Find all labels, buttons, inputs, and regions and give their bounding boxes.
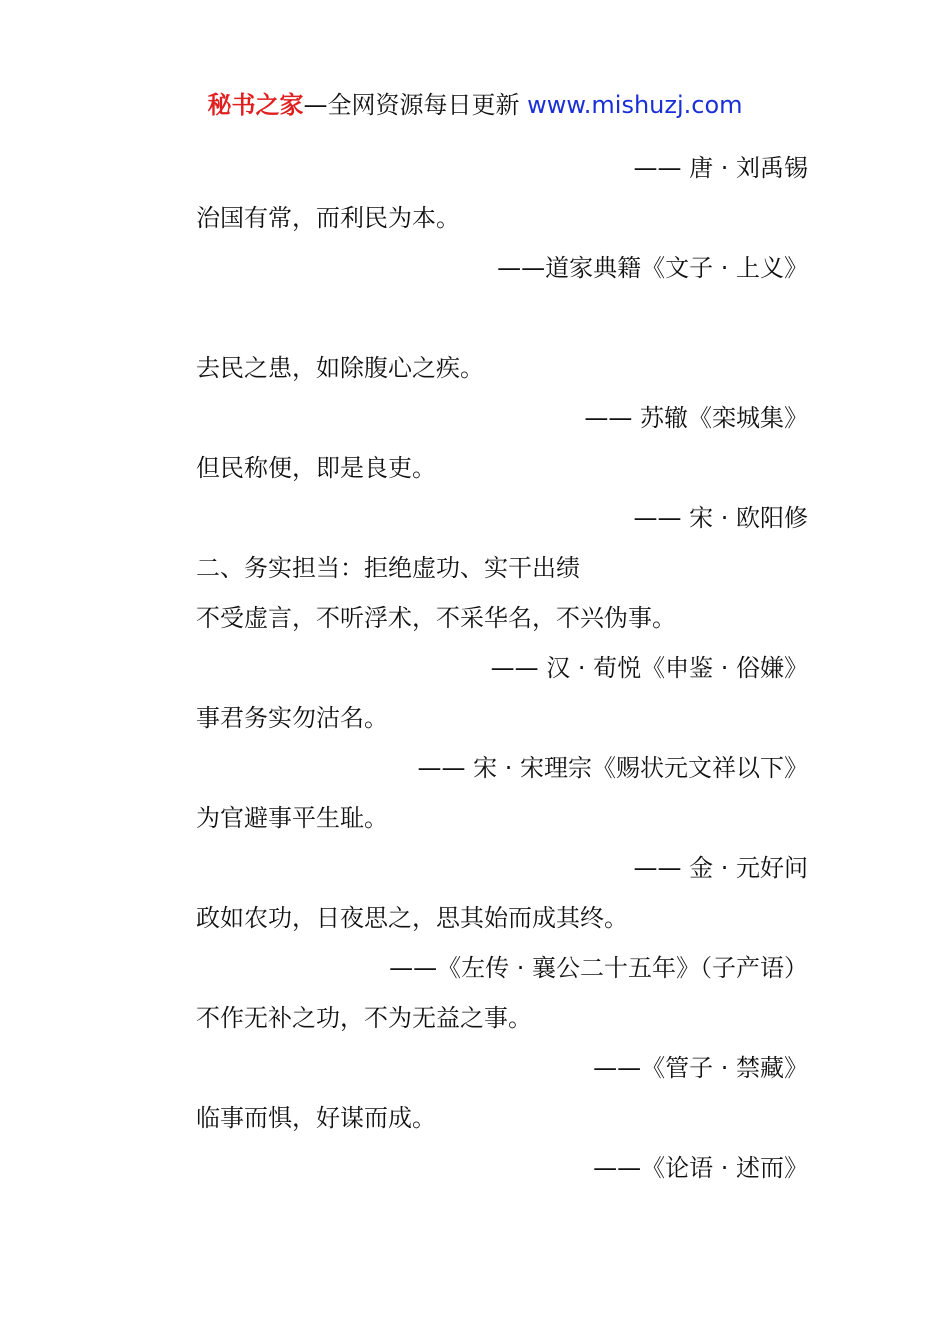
quote-text: 不受虚言，不听浮术，不采华名，不兴伪事。 — [196, 604, 676, 632]
quote-text: 政如农功，日夜思之，思其始而成其终。 — [196, 904, 628, 932]
quote-text: 为官避事平生耻。 — [196, 804, 388, 832]
quote-text: 去民之患，如除腹心之疾。 — [196, 354, 484, 382]
quote-text: 不作无补之功，不为无益之事。 — [196, 1004, 532, 1032]
blank-line — [196, 293, 808, 343]
quote-text: 临事而惧，好谋而成。 — [196, 1104, 436, 1132]
quote-text: 但民称便，即是良吏。 — [196, 454, 436, 482]
quote-attribution: ——《左传 · 襄公二十五年》（子产语） — [389, 954, 808, 982]
quote-attribution: ——《论语 · 述而》 — [593, 1154, 808, 1182]
header-tagline: —全网资源每日更新 — [303, 91, 528, 119]
quote-attribution: ——《管子 · 禁藏》 — [593, 1054, 808, 1082]
quote-attribution: —— 汉 · 荀悦《申鉴 · 俗嫌》 — [490, 654, 808, 682]
quote-text: 事君务实勿沽名。 — [196, 704, 388, 732]
document-body — [196, 143, 808, 1193]
quote-attribution: —— 宋 · 欧阳修 — [633, 504, 808, 532]
quote-attribution: —— 宋 · 宋理宗《赐状元文祥以下》 — [417, 754, 808, 782]
quote-attribution: —— 金 · 元好问 — [633, 854, 808, 882]
brand-name: 秘书之家 — [207, 91, 304, 119]
site-url-link[interactable]: www.mishuzj.com — [527, 91, 743, 119]
page-header — [0, 88, 950, 122]
quote-attribution: —— 唐 · 刘禹锡 — [633, 154, 808, 182]
section-heading: 二、务实担当：拒绝虚功、实干出绩 — [196, 554, 580, 582]
quote-attribution: —— 苏辙《栾城集》 — [584, 404, 808, 432]
quote-attribution: ——道家典籍《文子 · 上义》 — [497, 254, 808, 282]
quote-text: 治国有常，而利民为本。 — [196, 204, 460, 232]
